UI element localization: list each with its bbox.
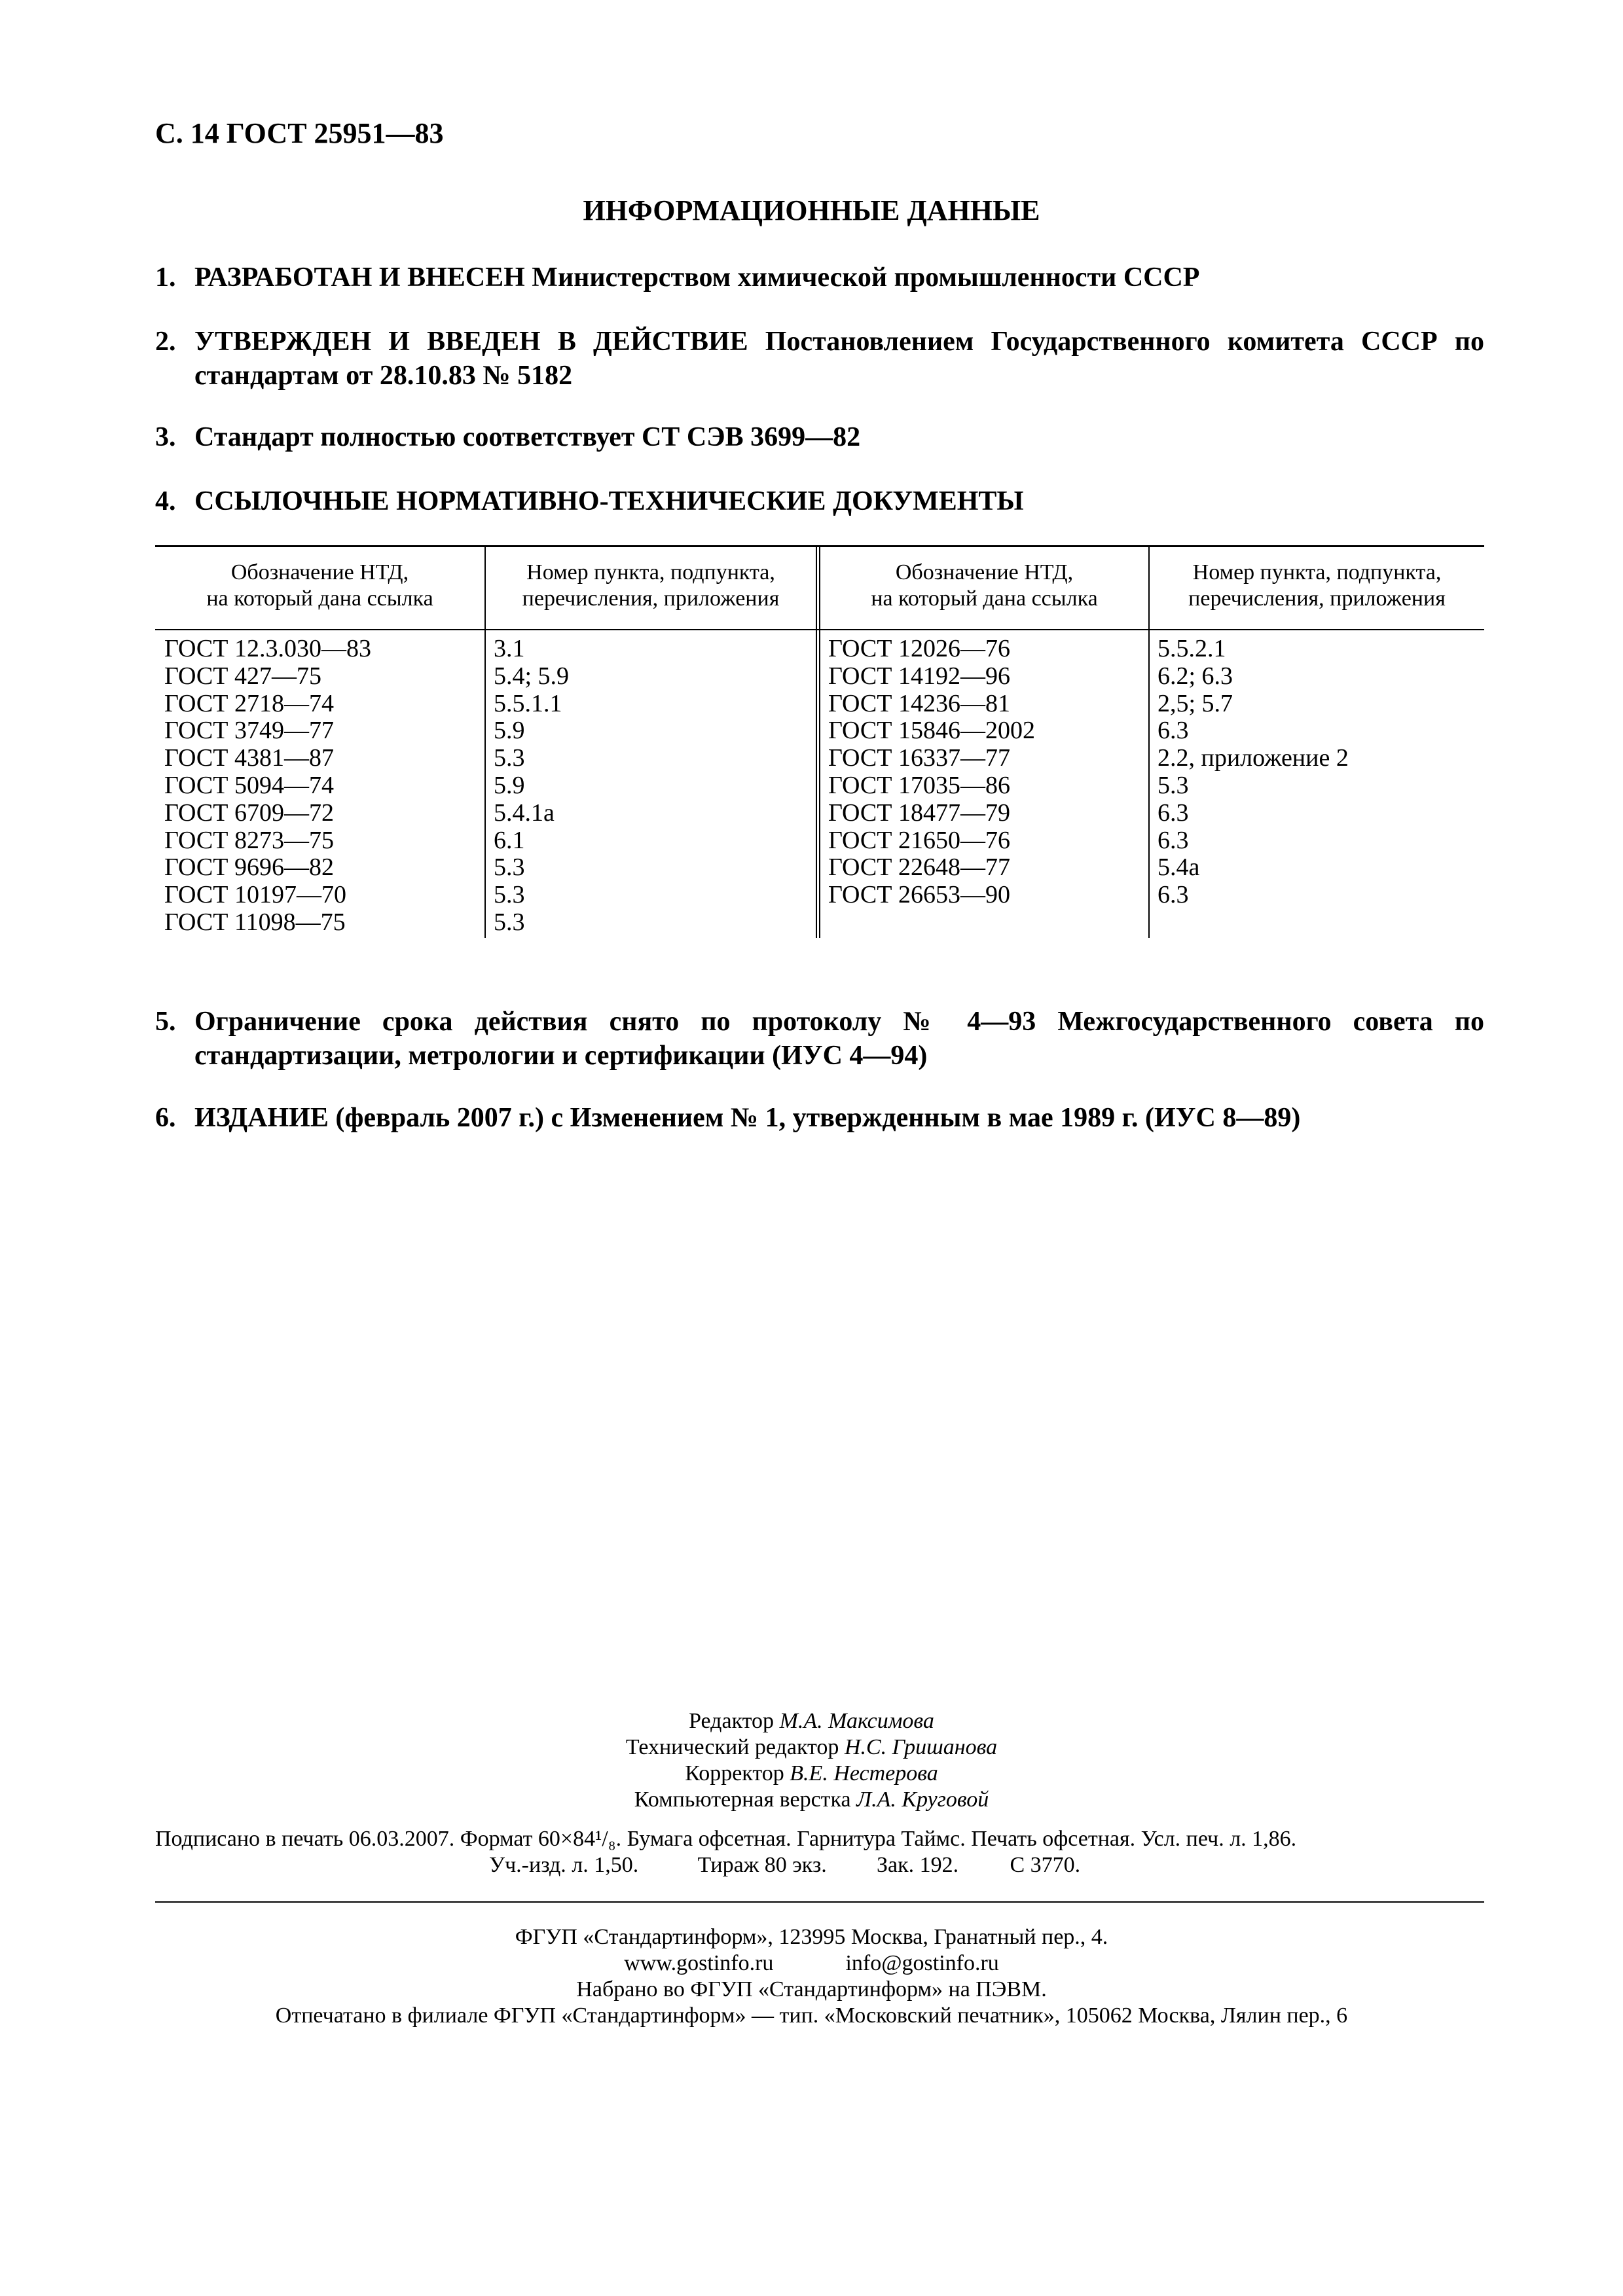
info-item-5 — [155, 1005, 1484, 1073]
table-cell-ref: 6.3 — [1158, 881, 1189, 909]
info-title: ИНФОРМАЦИОННЫЕ ДАННЫЕ — [583, 194, 1040, 226]
table-cell-ref: 5.4; 5.9 — [494, 662, 570, 690]
print-details — [155, 1826, 1484, 1878]
info-item-4 — [155, 484, 1484, 518]
table-cell-doc: ГОСТ 10197—70 — [164, 881, 346, 909]
table-cell-doc: ГОСТ 17035—86 — [828, 771, 1010, 799]
table-cell-ref: 5.3 — [1158, 771, 1189, 799]
table-cell-doc: ГОСТ 22648—77 — [828, 853, 1010, 882]
credit-line — [0, 1708, 1623, 1734]
website-link[interactable]: www.gostinfo.ru — [624, 1951, 774, 1975]
item-text: Ограничение срока действия снято по протоколу № 4—93 Межгосударственного совета по стандартизации, метрологии и сертификации (ИУС 4—94) — [194, 1007, 1484, 1071]
publisher-address: ФГУП «Стандартинформ», 123995 Москва, Гранатный пер., 4. — [515, 1925, 1108, 1949]
credit-person: В.Е. Нестерова — [790, 1761, 938, 1785]
table-header-cell: Обозначение НТД, на который дана ссылка — [206, 560, 433, 611]
table-cell-ref: 5.4.1а — [494, 798, 555, 827]
print-line-2 — [155, 1852, 1484, 1878]
table-cell-doc: ГОСТ 16337—77 — [828, 744, 1010, 772]
table-cell-doc: ГОСТ 9696—82 — [164, 853, 334, 882]
credit-role: Корректор — [685, 1761, 784, 1785]
table-column-left-docs — [164, 636, 371, 937]
item-text: Стандарт полностью соответствует СТ СЭВ 3699—82 — [194, 422, 861, 452]
table-cell-ref: 5.4а — [1158, 853, 1200, 882]
table-cell-ref: 5.3 — [494, 853, 525, 882]
table-cell-doc: ГОСТ 8273—75 — [164, 826, 334, 854]
credit-line — [0, 1734, 1623, 1761]
item-text: ССЫЛОЧНЫЕ НОРМАТИВНО-ТЕХНИЧЕСКИЕ ДОКУМЕНТЫ — [194, 486, 1024, 516]
reference-documents-table — [155, 545, 1484, 938]
print-detail: Уч.-изд. л. 1,50. — [489, 1853, 639, 1877]
table-header-cell: Номер пункта, подпункта, перечисления, приложения — [522, 560, 780, 611]
credit-person: М.А. Максимова — [779, 1709, 934, 1733]
table-cell-doc: ГОСТ 14192—96 — [828, 662, 1010, 690]
table-cell-ref: 5.3 — [494, 908, 525, 936]
table-cell-ref: 5.5.2.1 — [1158, 635, 1226, 662]
item-number: 6. — [155, 1103, 176, 1133]
print-detail: Тираж 80 экз. — [697, 1853, 827, 1877]
table-header-cell: Номер пункта, подпункта, перечисления, приложения — [1188, 560, 1446, 611]
publisher-contacts — [588, 1950, 1035, 1977]
table-cell-doc: ГОСТ 5094—74 — [164, 771, 334, 799]
info-item-1 — [155, 260, 1484, 295]
publisher-printed: Отпечатано в филиале ФГУП «Стандартинформ» — тип. «Московский печатник», 105062 Москва, Лялин пер., 6 — [275, 2003, 1348, 2028]
table-cell-ref: 6.1 — [494, 826, 525, 854]
table-cell-ref: 3.1 — [494, 635, 525, 662]
info-item-3 — [155, 420, 1484, 454]
item-number: 3. — [155, 422, 176, 452]
page-header: С. 14 ГОСТ 25951—83 — [155, 117, 444, 149]
table-cell-ref: 5.5.1.1 — [494, 689, 562, 717]
table-cell-doc: ГОСТ 427—75 — [164, 662, 321, 690]
table-cell-ref: 6.2; 6.3 — [1158, 662, 1233, 690]
email-link[interactable]: info@gostinfo.ru — [845, 1951, 999, 1975]
table-cell-doc: ГОСТ 26653—90 — [828, 881, 1010, 909]
table-cell-ref: 6.3 — [1158, 826, 1189, 854]
table-cell-doc: ГОСТ 3749—77 — [164, 717, 334, 745]
credit-role: Технический редактор — [625, 1735, 839, 1759]
table-cell-ref: 2.2, приложение 2 — [1158, 744, 1349, 772]
table-cell-ref: 6.3 — [1158, 717, 1189, 745]
table-cell-doc: ГОСТ 21650—76 — [828, 826, 1010, 854]
table-column-left-refs — [494, 636, 569, 937]
table-double-divider — [816, 545, 820, 938]
table-cell-doc: ГОСТ 12.3.030—83 — [164, 635, 371, 662]
credit-line — [0, 1787, 1623, 1813]
table-cell-ref: 5.3 — [494, 881, 525, 909]
print-line-1: Подписано в печать 06.03.2007. Формат 60×84¹/₈. Бумага офсетная. Гарнитура Таймс. Печать офсетная. Усл. печ. л. 1,86. — [155, 1827, 1297, 1851]
item-text: УТВЕРЖДЕН И ВВЕДЕН В ДЕЙСТВИЕ Постановлением Государственного комитета СССР по стандартам от 28.10.83 № 5182 — [194, 327, 1484, 391]
table-cell-doc: ГОСТ 2718—74 — [164, 689, 334, 717]
item-text: РАЗРАБОТАН И ВНЕСЕН Министерством химической промышленности СССР — [194, 262, 1200, 293]
item-number: 5. — [155, 1007, 176, 1037]
table-column-right-refs — [1158, 636, 1349, 909]
publisher-typeset: Набрано во ФГУП «Стандартинформ» на ПЭВМ. — [576, 1977, 1047, 2001]
credits-block — [0, 1708, 1623, 1813]
table-cell-ref: 2,5; 5.7 — [1158, 689, 1233, 717]
table-cell-doc: ГОСТ 11098—75 — [164, 908, 346, 936]
table-cell-ref: 5.9 — [494, 771, 525, 799]
print-detail: Зак. 192. — [877, 1853, 959, 1877]
credit-role: Компьютерная верстка — [634, 1787, 851, 1812]
credit-person: Н.С. Гришанова — [844, 1735, 998, 1759]
publisher-block — [0, 1924, 1623, 2029]
table-cell-doc: ГОСТ 6709—72 — [164, 798, 334, 827]
table-cell-doc: ГОСТ 14236—81 — [828, 689, 1010, 717]
info-item-2 — [155, 325, 1484, 393]
table-cell-doc: ГОСТ 18477—79 — [828, 798, 1010, 827]
credit-person: Л.А. Круговой — [856, 1787, 989, 1812]
item-number: 4. — [155, 486, 176, 516]
table-cell-ref: 5.3 — [494, 744, 525, 772]
footer-divider — [155, 1901, 1484, 1903]
table-column-right-docs — [828, 636, 1035, 909]
table-cell-ref: 5.9 — [494, 717, 525, 745]
info-item-6 — [155, 1101, 1484, 1135]
credit-line — [0, 1761, 1623, 1787]
table-cell-doc: ГОСТ 12026—76 — [828, 635, 1010, 662]
credit-role: Редактор — [689, 1709, 775, 1733]
item-number: 1. — [155, 262, 176, 293]
item-number: 2. — [155, 327, 176, 357]
table-header-cell: Обозначение НТД, на который дана ссылка — [871, 560, 1098, 611]
table-cell-doc: ГОСТ 4381—87 — [164, 744, 334, 772]
print-detail: С 3770. — [1010, 1853, 1081, 1877]
table-cell-doc: ГОСТ 15846—2002 — [828, 717, 1035, 745]
table-cell-ref: 6.3 — [1158, 798, 1189, 827]
item-text: ИЗДАНИЕ (февраль 2007 г.) с Изменением № 1, утвержденным в мае 1989 г. (ИУС 8—89) — [194, 1103, 1301, 1133]
